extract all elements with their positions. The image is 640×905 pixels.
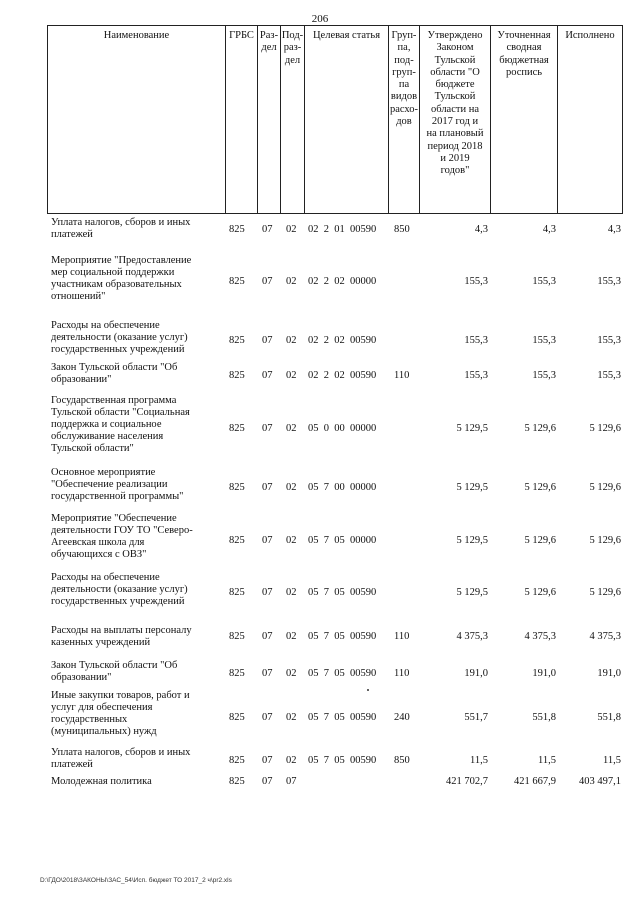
row-razdel: 07: [262, 755, 273, 766]
row-approved: 5 129,5: [456, 423, 488, 434]
row-name: Закон Тульской области "Об образовании": [51, 362, 178, 385]
row-approved: 155,3: [464, 276, 488, 287]
row-target-article: 02 2 02 00590: [308, 335, 377, 346]
row-razdel: 07: [262, 712, 273, 723]
row-name: Молодежная политика: [51, 776, 152, 787]
row-refined: 421 667,9: [514, 776, 556, 787]
row-target-article: 05 0 00 00000: [308, 423, 377, 434]
row-razdel: 07: [262, 423, 273, 434]
row-approved: 5 129,5: [456, 587, 488, 598]
row-approved: 5 129,5: [456, 482, 488, 493]
row-grbs: 825: [229, 535, 245, 546]
row-podrazdel: 02: [286, 535, 297, 546]
row-refined: 551,8: [532, 712, 556, 723]
row-razdel: 07: [262, 631, 273, 642]
scan-artifact: [367, 689, 369, 691]
row-approved: 191,0: [464, 668, 488, 679]
row-refined: 5 129,6: [524, 535, 556, 546]
row-target-article: 05 7 05 00590: [308, 755, 377, 766]
row-approved: 155,3: [464, 370, 488, 381]
row-name: Уплата налогов, сборов и иных платежей: [51, 217, 191, 240]
row-name: Расходы на выплаты персоналу казенных учреждений: [51, 625, 192, 648]
row-expense-group: 850: [394, 224, 410, 235]
row-approved: 4 375,3: [456, 631, 488, 642]
row-razdel: 07: [262, 668, 273, 679]
row-grbs: 825: [229, 712, 245, 723]
row-name: Иные закупки товаров, работ и услуг для обеспечения государственных (муниципальных) нужд: [51, 690, 190, 737]
row-podrazdel: 02: [286, 755, 297, 766]
row-expense-group: 110: [394, 668, 410, 679]
row-grbs: 825: [229, 631, 245, 642]
row-razdel: 07: [262, 535, 273, 546]
header-grbs: ГРБС: [229, 30, 254, 41]
row-grbs: 825: [229, 482, 245, 493]
row-refined: 191,0: [532, 668, 556, 679]
row-refined: 4,3: [542, 224, 556, 235]
row-executed: 191,0: [597, 668, 621, 679]
row-target-article: 05 7 05 00000: [308, 535, 377, 546]
row-name: Государственная программа Тульской области "Социальная поддержка и социальное обслуживание населения Тульской области": [51, 395, 190, 454]
row-target-article: 05 7 05 00590: [308, 631, 377, 642]
row-refined: 11,5: [538, 755, 556, 766]
row-name: Уплата налогов, сборов и иных платежей: [51, 747, 191, 770]
page-number: 206: [311, 13, 329, 25]
header-refined: Уточненная сводная бюджетная роспись: [497, 30, 551, 78]
row-executed: 155,3: [597, 370, 621, 381]
row-grbs: 825: [229, 276, 245, 287]
row-podrazdel: 02: [286, 276, 297, 287]
row-approved: 421 702,7: [446, 776, 488, 787]
row-podrazdel: 02: [286, 482, 297, 493]
row-razdel: 07: [262, 587, 273, 598]
row-name: Основное мероприятие "Обеспечение реализации государственной программы": [51, 467, 184, 502]
row-razdel: 07: [262, 370, 273, 381]
row-refined: 155,3: [532, 335, 556, 346]
header-approved: Утверждено Законом Тульской области "О бюджете Тульской области на 2017 год и на плановый период 2018 и 2019 годов": [426, 30, 484, 177]
row-expense-group: 240: [394, 712, 410, 723]
row-name: Мероприятие "Обеспечение деятельности ГОУ ТО "Северо- Агеевская школа для обучающихся с ОВЗ": [51, 513, 193, 560]
row-approved: 4,3: [474, 224, 488, 235]
header-razdel: Раз- дел: [259, 30, 279, 54]
row-podrazdel: 02: [286, 335, 297, 346]
row-grbs: 825: [229, 370, 245, 381]
header-target-article: Целевая статья: [312, 30, 381, 41]
row-executed: 403 497,1: [579, 776, 621, 787]
row-grbs: 825: [229, 587, 245, 598]
row-refined: 5 129,6: [524, 482, 556, 493]
row-name: Расходы на обеспечение деятельности (оказание услуг) государственных учреждений: [51, 572, 188, 607]
row-razdel: 07: [262, 276, 273, 287]
row-executed: 5 129,6: [589, 423, 621, 434]
row-target-article: 02 2 02 00590: [308, 370, 377, 381]
row-executed: 4,3: [607, 224, 621, 235]
row-target-article: 02 2 01 00590: [308, 224, 377, 235]
row-razdel: 07: [262, 482, 273, 493]
header-name: Наименование: [103, 30, 170, 41]
row-podrazdel: 02: [286, 370, 297, 381]
row-grbs: 825: [229, 755, 245, 766]
row-grbs: 825: [229, 335, 245, 346]
row-approved: 155,3: [464, 335, 488, 346]
row-executed: 155,3: [597, 335, 621, 346]
row-refined: 5 129,6: [524, 587, 556, 598]
row-podrazdel: 07: [286, 776, 297, 787]
row-refined: 155,3: [532, 276, 556, 287]
row-executed: 155,3: [597, 276, 621, 287]
row-target-article: 05 7 05 00590: [308, 587, 377, 598]
header-executed: Исполнено: [565, 30, 615, 41]
row-approved: 11,5: [470, 755, 488, 766]
row-executed: 551,8: [597, 712, 621, 723]
row-name: Закон Тульской области "Об образовании": [51, 660, 178, 683]
row-approved: 5 129,5: [456, 535, 488, 546]
row-razdel: 07: [262, 224, 273, 235]
row-grbs: 825: [229, 668, 245, 679]
row-podrazdel: 02: [286, 423, 297, 434]
row-executed: 5 129,6: [589, 587, 621, 598]
row-podrazdel: 02: [286, 587, 297, 598]
row-target-article: 02 2 02 00000: [308, 276, 377, 287]
row-razdel: 07: [262, 776, 273, 787]
row-refined: 155,3: [532, 370, 556, 381]
row-refined: 4 375,3: [524, 631, 556, 642]
row-expense-group: 110: [394, 370, 410, 381]
row-podrazdel: 02: [286, 712, 297, 723]
row-executed: 5 129,6: [589, 535, 621, 546]
header-podrazdel: Под- раз- дел: [281, 30, 304, 66]
row-target-article: 05 7 05 00590: [308, 712, 377, 723]
row-expense-group: 110: [394, 631, 410, 642]
row-razdel: 07: [262, 335, 273, 346]
row-podrazdel: 02: [286, 631, 297, 642]
row-refined: 5 129,6: [524, 423, 556, 434]
row-approved: 551,7: [464, 712, 488, 723]
row-podrazdel: 02: [286, 668, 297, 679]
row-executed: 4 375,3: [589, 631, 621, 642]
row-podrazdel: 02: [286, 224, 297, 235]
row-grbs: 825: [229, 224, 245, 235]
row-name: Расходы на обеспечение деятельности (оказание услуг) государственных учреждений: [51, 320, 188, 355]
row-name: Мероприятие "Предоставление мер социальной поддержки участникам образовательных отношений": [51, 255, 192, 302]
row-target-article: 05 7 05 00590: [308, 668, 377, 679]
row-grbs: 825: [229, 776, 245, 787]
header-expense-group: Груп- па, под- груп- па видов расхо- дов: [389, 30, 419, 128]
row-grbs: 825: [229, 423, 245, 434]
row-expense-group: 850: [394, 755, 410, 766]
row-target-article: 05 7 00 00000: [308, 482, 377, 493]
row-executed: 5 129,6: [589, 482, 621, 493]
file-path-footer: D:\ГДО\2018\ЗАКОНЫ\ЗАС_54\Исп. бюджет ТО 2017_2 ч\рr2.xls: [40, 877, 232, 884]
row-executed: 11,5: [603, 755, 621, 766]
